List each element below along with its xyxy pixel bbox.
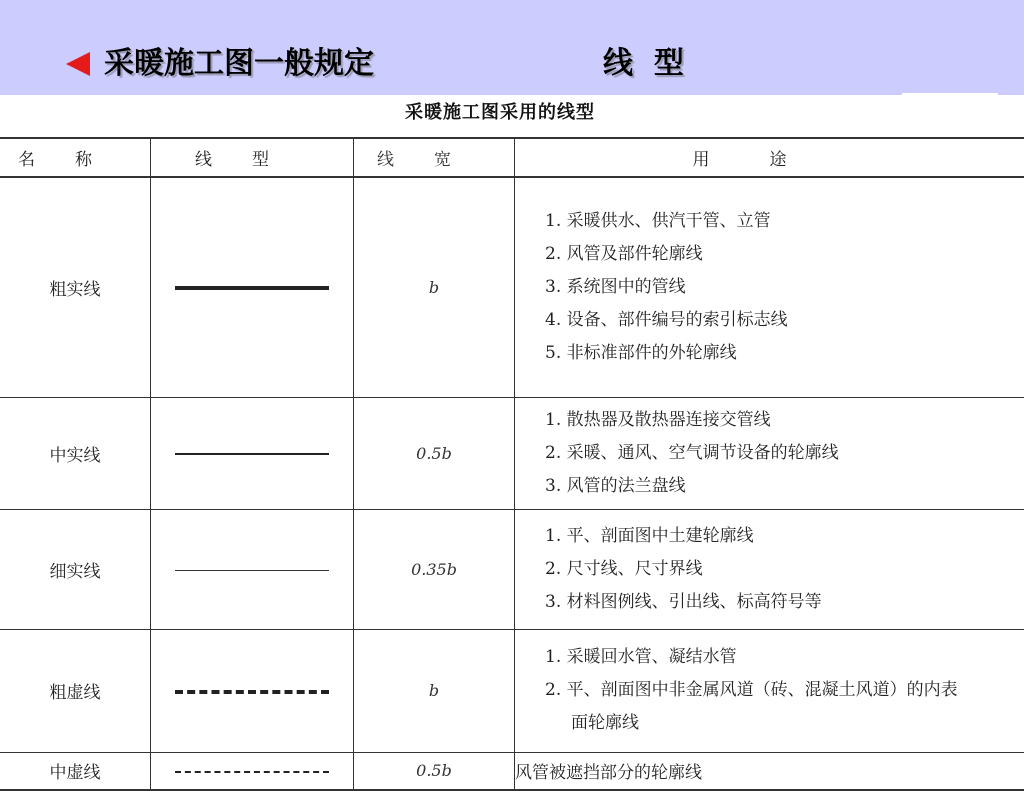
row-use-single: 风管被遮挡部分的轮廓线 [515,752,1024,790]
row-name: 中虚线 [0,752,151,790]
use-item: 2. 采暖、通风、空气调节设备的轮廓线 [545,437,1024,470]
row-line-sample [151,509,354,629]
table-row [0,177,1024,397]
row-name: 粗实线 [0,177,151,397]
row-width: b [354,629,515,752]
line-sample-solid-thick [175,286,329,290]
use-list [515,635,1024,746]
slide-title: 采暖施工图一般规定 [104,42,374,86]
use-list [515,398,1024,509]
slide-subtitle-text: 线 型 [603,46,684,81]
use-item: 2. 尺寸线、尺寸界线 [545,553,1024,586]
use-item: 3. 材料图例线、引出线、标高符号等 [545,586,1024,619]
row-uses [515,177,1024,397]
header-name-text: 名称 [18,150,132,170]
line-sample-solid-thin [175,570,329,571]
scan-edge [902,93,998,96]
header-name [0,138,151,177]
header-width-text: 线宽 [377,150,491,170]
row-width: 0.35b [354,509,515,629]
table-row [0,397,1024,509]
table-row [0,629,1024,752]
use-item: 1. 采暖回水管、凝结水管 [545,641,1024,674]
use-item: 1. 采暖供水、供汽干管、立管 [545,205,1024,238]
use-item: 5. 非标准部件的外轮廓线 [545,337,1024,370]
row-line-sample [151,752,354,790]
row-name: 细实线 [0,509,151,629]
line-sample-solid-medium [175,453,329,455]
row-uses [515,509,1024,629]
left-triangle-arrow-icon[interactable] [66,52,90,76]
use-list [515,199,1024,376]
table-row [0,509,1024,629]
table-header-row [0,138,1024,177]
use-item: 2. 风管及部件轮廓线 [545,238,1024,271]
use-item: 2. 平、剖面图中非金属风道（砖、混凝土风道）的内表 [545,674,1024,707]
row-name: 粗虚线 [0,629,151,752]
row-width: 0.5b [354,752,515,790]
row-width: 0.5b [354,397,515,509]
use-item: 3. 风管的法兰盘线 [545,470,1024,503]
use-item-continuation: 面轮廓线 [545,707,1024,740]
row-line-sample [151,397,354,509]
header-line [151,138,354,177]
header-use-text: 用途 [693,150,847,170]
row-uses [515,397,1024,509]
row-name: 中实线 [0,397,151,509]
header-width [354,138,515,177]
table-caption: 采暖施工图采用的线型 [0,98,1000,124]
row-uses [515,629,1024,752]
use-item: 1. 散热器及散热器连接交管线 [545,404,1024,437]
row-line-sample [151,629,354,752]
line-sample-dashed-thick [175,690,329,694]
header-use [515,138,1024,177]
use-list [515,514,1024,625]
row-line-sample [151,177,354,397]
line-sample-dashed-medium [175,771,329,773]
table-row [0,752,1024,790]
row-width: b [354,177,515,397]
use-item: 3. 系统图中的管线 [545,271,1024,304]
slide-subtitle [603,42,684,86]
use-item: 4. 设备、部件编号的索引标志线 [545,304,1024,337]
line-type-table [0,137,1024,791]
use-item: 1. 平、剖面图中土建轮廓线 [545,520,1024,553]
header-line-text: 线型 [195,150,309,170]
